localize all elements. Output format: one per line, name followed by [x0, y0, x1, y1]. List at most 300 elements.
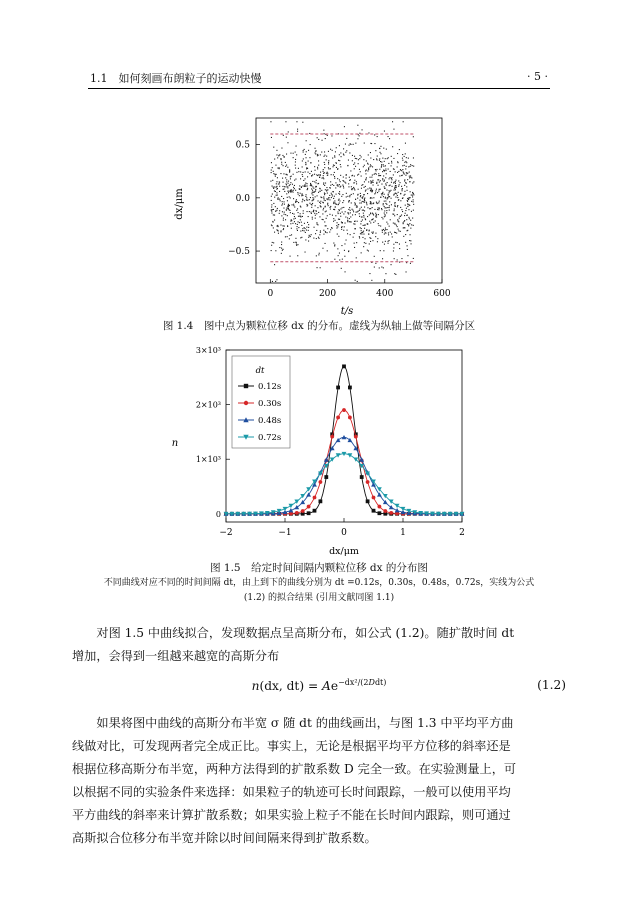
- scatter-point: [406, 271, 407, 272]
- scatter-point: [371, 189, 372, 190]
- scatter-point: [290, 235, 291, 236]
- scatter-point: [376, 183, 377, 184]
- scatter-point: [381, 193, 382, 194]
- scatter-point: [325, 206, 326, 207]
- scatter-point: [356, 242, 357, 243]
- scatter-point: [323, 208, 324, 209]
- data-point: [324, 475, 328, 479]
- scatter-point: [384, 214, 385, 215]
- scatter-point: [286, 186, 287, 187]
- scatter-point: [405, 175, 406, 176]
- scatter-point: [370, 166, 371, 167]
- scatter-point: [384, 234, 385, 235]
- scatter-point: [284, 214, 285, 215]
- scatter-point: [410, 220, 411, 221]
- scatter-point: [407, 200, 408, 201]
- scatter-point: [273, 187, 274, 188]
- scatter-point: [383, 267, 384, 268]
- scatter-point: [296, 199, 297, 200]
- scatter-point: [311, 213, 312, 214]
- scatter-point: [405, 168, 406, 169]
- scatter-point: [305, 228, 306, 229]
- scatter-point: [287, 225, 288, 226]
- scatter-point: [409, 181, 410, 182]
- scatter-point: [287, 142, 288, 143]
- scatter-point: [402, 197, 403, 198]
- scatter-point: [362, 219, 363, 220]
- scatter-point: [271, 137, 272, 138]
- scatter-point: [336, 194, 337, 195]
- scatter-point: [330, 168, 331, 169]
- scatter-point: [368, 233, 369, 234]
- scatter-point: [334, 259, 335, 260]
- scatter-point: [314, 227, 315, 228]
- scatter-point: [383, 203, 384, 204]
- scatter-point: [285, 121, 286, 122]
- scatter-point: [350, 210, 351, 211]
- scatter-point: [369, 188, 370, 189]
- scatter-point: [306, 151, 307, 152]
- scatter-point: [347, 217, 348, 218]
- scatter-point: [406, 166, 407, 167]
- scatter-point: [342, 226, 343, 227]
- scatter-point: [405, 205, 406, 206]
- scatter-point: [413, 193, 414, 194]
- scatter-point: [288, 131, 289, 132]
- scatter-point: [348, 160, 349, 161]
- scatter-point: [321, 152, 322, 153]
- scatter-point: [273, 222, 274, 223]
- scatter-point: [323, 230, 324, 231]
- scatter-point: [313, 238, 314, 239]
- scatter-point: [382, 179, 383, 180]
- scatter-point: [298, 221, 299, 222]
- scatter-point: [308, 237, 309, 238]
- scatter-point: [289, 196, 290, 197]
- scatter-point: [392, 146, 393, 147]
- scatter-point: [311, 185, 312, 186]
- scatter-point: [409, 204, 410, 205]
- scatter-point: [413, 204, 414, 205]
- scatter-point: [362, 201, 363, 202]
- scatter-point: [334, 155, 335, 156]
- scatter-point: [378, 225, 379, 226]
- scatter-point: [298, 212, 299, 213]
- scatter-point: [349, 207, 350, 208]
- scatter-point: [286, 165, 287, 166]
- scatter-point: [391, 204, 392, 205]
- scatter-point: [371, 143, 372, 144]
- scatter-point: [285, 219, 286, 220]
- scatter-point: [327, 172, 328, 173]
- scatter-point: [393, 250, 394, 251]
- scatter-point: [346, 175, 347, 176]
- scatter-point: [332, 150, 333, 151]
- scatter-point: [314, 181, 315, 182]
- scatter-point: [322, 202, 323, 203]
- scatter-point: [355, 214, 356, 215]
- scatter-point: [341, 268, 342, 269]
- scatter-point: [354, 188, 355, 189]
- scatter-point: [306, 157, 307, 158]
- scatter-point: [311, 188, 312, 189]
- scatter-point: [342, 259, 343, 260]
- scatter-point: [357, 221, 358, 222]
- scatter-point: [286, 193, 287, 194]
- scatter-point: [311, 212, 312, 213]
- scatter-point: [405, 143, 406, 144]
- scatter-point: [292, 223, 293, 224]
- scatter-point: [413, 210, 414, 211]
- scatter-point: [376, 215, 377, 216]
- scatter-point: [396, 233, 397, 234]
- scatter-point: [272, 186, 273, 187]
- scatter-point: [413, 136, 414, 137]
- scatter-point: [385, 169, 386, 170]
- scatter-point: [287, 187, 288, 188]
- scatter-point: [386, 190, 387, 191]
- scatter-point: [362, 232, 363, 233]
- scatter-point: [302, 230, 303, 231]
- scatter-point: [384, 216, 385, 217]
- scatter-point: [368, 164, 369, 165]
- scatter-point: [300, 231, 301, 232]
- scatter-point: [304, 223, 305, 224]
- scatter-point: [291, 176, 292, 177]
- scatter-point: [275, 211, 276, 212]
- scatter-point: [373, 232, 374, 233]
- scatter-point: [378, 175, 379, 176]
- scatter-point: [398, 186, 399, 187]
- scatter-point: [382, 158, 383, 159]
- scatter-point: [382, 171, 383, 172]
- scatter-point: [382, 232, 383, 233]
- scatter-point: [290, 153, 291, 154]
- scatter-point: [378, 173, 379, 174]
- scatter-point: [274, 186, 275, 187]
- scatter-point: [361, 228, 362, 229]
- scatter-point: [293, 204, 294, 205]
- scatter-point: [404, 162, 405, 163]
- scatter-point: [348, 209, 349, 210]
- scatter-point: [297, 244, 298, 245]
- scatter-point: [381, 162, 382, 163]
- legend: [232, 356, 290, 448]
- scatter-point: [307, 185, 308, 186]
- scatter-point: [280, 225, 281, 226]
- scatter-point: [274, 220, 275, 221]
- scatter-point: [337, 234, 338, 235]
- scatter-point: [288, 183, 289, 184]
- scatter-point: [319, 253, 320, 254]
- scatter-point: [339, 203, 340, 204]
- scatter-point: [365, 170, 366, 171]
- scatter-point: [322, 178, 323, 179]
- scatter-point: [413, 258, 414, 259]
- scatter-point: [395, 189, 396, 190]
- data-point: [319, 480, 323, 484]
- scatter-point: [370, 180, 371, 181]
- scatter-point: [408, 158, 409, 159]
- scatter-point: [345, 223, 346, 224]
- scatter-point: [362, 197, 363, 198]
- scatter-point: [283, 249, 284, 250]
- scatter-point: [354, 180, 355, 181]
- scatter-point: [344, 226, 345, 227]
- scatter-point: [335, 207, 336, 208]
- scatter-point: [315, 170, 316, 171]
- scatter-point: [323, 169, 324, 170]
- scatter-point: [276, 150, 277, 151]
- scatter-point: [283, 218, 284, 219]
- scatter-point: [393, 182, 394, 183]
- scatter-point: [300, 216, 301, 217]
- scatter-point: [389, 205, 390, 206]
- scatter-point: [346, 150, 347, 151]
- scatter-point: [357, 125, 358, 126]
- scatter-point: [271, 250, 272, 251]
- scatter-point: [364, 187, 365, 188]
- scatter-point: [379, 267, 380, 268]
- scatter-point: [307, 176, 308, 177]
- scatter-point: [334, 178, 335, 179]
- scatter-point: [371, 280, 372, 281]
- scatter-point: [394, 203, 395, 204]
- scatter-point: [348, 250, 349, 251]
- scatter-point: [381, 166, 382, 167]
- scatter-point: [316, 180, 317, 181]
- scatter-point: [371, 188, 372, 189]
- scatter-point: [329, 197, 330, 198]
- scatter-point: [404, 185, 405, 186]
- scatter-point: [375, 233, 376, 234]
- scatter-point: [354, 224, 355, 225]
- scatter-point: [343, 154, 344, 155]
- scatter-point: [370, 198, 371, 199]
- scatter-point: [370, 158, 371, 159]
- scatter-point: [338, 193, 339, 194]
- scatter-point: [297, 255, 298, 256]
- scatter-point: [409, 176, 410, 177]
- scatter-point: [363, 213, 364, 214]
- scatter-point: [389, 185, 390, 186]
- scatter-point: [289, 238, 290, 239]
- scatter-point: [407, 224, 408, 225]
- scatter-point: [395, 224, 396, 225]
- scatter-point: [278, 199, 279, 200]
- scatter-point: [402, 211, 403, 212]
- scatter-point: [339, 191, 340, 192]
- scatter-point: [353, 223, 354, 224]
- scatter-point: [287, 191, 288, 192]
- scatter-point: [303, 150, 304, 151]
- scatter-point: [277, 188, 278, 189]
- scatter-point: [371, 198, 372, 199]
- scatter-point: [345, 183, 346, 184]
- scatter-point: [377, 192, 378, 193]
- scatter-point: [402, 158, 403, 159]
- scatter-point: [351, 194, 352, 195]
- scatter-point: [373, 159, 374, 160]
- scatter-point: [372, 191, 373, 192]
- scatter-point: [309, 199, 310, 200]
- scatter-point: [389, 226, 390, 227]
- scatter-point: [411, 243, 412, 244]
- scatter-point: [339, 253, 340, 254]
- scatter-point: [405, 234, 406, 235]
- scatter-point: [375, 169, 376, 170]
- series-0.72s: [224, 452, 465, 516]
- scatter-point: [376, 203, 377, 204]
- scatter-point: [384, 207, 385, 208]
- scatter-point: [343, 187, 344, 188]
- scatter-point: [296, 146, 297, 147]
- scatter-point: [343, 186, 344, 187]
- scatter-point: [385, 183, 386, 184]
- scatter-point: [303, 158, 304, 159]
- scatter-point: [331, 174, 332, 175]
- scatter-point: [278, 233, 279, 234]
- scatter-point: [286, 179, 287, 180]
- scatter-point: [291, 219, 292, 220]
- note-line-2: (1.2) 的拟合结果 (引用文献同图 1.1): [243, 593, 395, 603]
- scatter-point: [330, 206, 331, 207]
- y-tick-label: 0.0: [235, 193, 250, 204]
- scatter-point: [305, 183, 306, 184]
- scatter-point: [271, 196, 272, 197]
- scatter-point: [360, 223, 361, 224]
- scatter-point: [376, 158, 377, 159]
- scatter-point: [327, 232, 328, 233]
- scatter-point: [330, 181, 331, 182]
- scatter-point: [408, 224, 409, 225]
- scatter-point: [378, 202, 379, 203]
- scatter-point: [407, 255, 408, 256]
- scatter-point: [309, 235, 310, 236]
- scatter-point: [412, 195, 413, 196]
- scatter-point: [385, 201, 386, 202]
- scatter-point: [382, 230, 383, 231]
- scatter-point: [300, 207, 301, 208]
- scatter-point: [413, 181, 414, 182]
- scatter-point: [277, 208, 278, 209]
- scatter-point: [354, 189, 355, 190]
- scatter-point: [271, 213, 272, 214]
- scatter-point: [333, 165, 334, 166]
- scatter-point: [397, 206, 398, 207]
- scatter-point: [287, 174, 288, 175]
- scatter-point: [380, 250, 381, 251]
- scatter-point: [382, 258, 383, 259]
- scatter-point: [348, 201, 349, 202]
- scatter-point: [305, 232, 306, 233]
- scatter-point: [313, 211, 314, 212]
- scatter-point: [340, 166, 341, 167]
- scatter-point: [283, 173, 284, 174]
- scatter-point: [345, 152, 346, 153]
- scatter-point: [326, 187, 327, 188]
- scatter-point: [364, 210, 365, 211]
- x-tick-label-2: 1: [400, 528, 406, 538]
- scatter-point: [302, 176, 303, 177]
- scatter-point: [347, 220, 348, 221]
- scatter-point: [371, 165, 372, 166]
- scatter-point: [388, 163, 389, 164]
- scatter-point: [295, 238, 296, 239]
- data-point: [377, 492, 382, 496]
- scatter-point: [332, 195, 333, 196]
- scatter-point: [381, 164, 382, 165]
- scatter-point: [359, 237, 360, 238]
- scatter-point: [359, 158, 360, 159]
- scatter-point: [307, 189, 308, 190]
- scatter-point: [383, 148, 384, 149]
- scatter-point: [325, 243, 326, 244]
- scatter-point: [364, 202, 365, 203]
- scatter-point: [361, 207, 362, 208]
- scatter-point: [361, 156, 362, 157]
- scatter-point: [286, 137, 287, 138]
- scatter-point: [387, 182, 388, 183]
- scatter-point: [334, 202, 335, 203]
- scatter-point: [356, 181, 357, 182]
- scatter-point: [371, 232, 372, 233]
- scatter-point: [294, 188, 295, 189]
- scatter-point: [364, 242, 365, 243]
- scatter-point: [286, 209, 287, 210]
- scatter-point: [342, 212, 343, 213]
- data-point: [359, 457, 364, 461]
- scatter-point: [317, 154, 318, 155]
- scatter-point: [286, 174, 287, 175]
- scatter-point: [295, 201, 296, 202]
- scatter-point: [388, 234, 389, 235]
- scatter-point: [271, 172, 272, 173]
- para2-line: 平方曲线的斜率来计算扩散系数；如果实验上粒子不能在长时间内跟踪，则可通过: [72, 808, 511, 822]
- scatter-point: [317, 137, 318, 138]
- scatter-point: [328, 163, 329, 164]
- scatter-point: [285, 162, 286, 163]
- scatter-point: [328, 167, 329, 168]
- scatter-point: [271, 204, 272, 205]
- scatter-point: [403, 171, 404, 172]
- scatter-point: [284, 157, 285, 158]
- scatter-point: [333, 185, 334, 186]
- scatter-point: [413, 199, 414, 200]
- scatter-point: [302, 166, 303, 167]
- scatter-point: [286, 181, 287, 182]
- scatter-point: [308, 172, 309, 173]
- scatter-point: [374, 134, 375, 135]
- scatter-point: [380, 180, 381, 181]
- data-point: [336, 416, 340, 420]
- scatter-point: [405, 210, 406, 211]
- scatter-point: [333, 218, 334, 219]
- scatter-point: [363, 217, 364, 218]
- scatter-point: [363, 246, 364, 247]
- scatter-point: [380, 153, 381, 154]
- scatter-point: [336, 147, 337, 148]
- scatter-point: [405, 182, 406, 183]
- scatter-point: [410, 164, 411, 165]
- scatter-point: [356, 158, 357, 159]
- scatter-point: [355, 203, 356, 204]
- scatter-point: [281, 253, 282, 254]
- scatter-point: [361, 176, 362, 177]
- scatter-point: [334, 196, 335, 197]
- scatter-point: [290, 256, 291, 257]
- scatter-point: [376, 182, 377, 183]
